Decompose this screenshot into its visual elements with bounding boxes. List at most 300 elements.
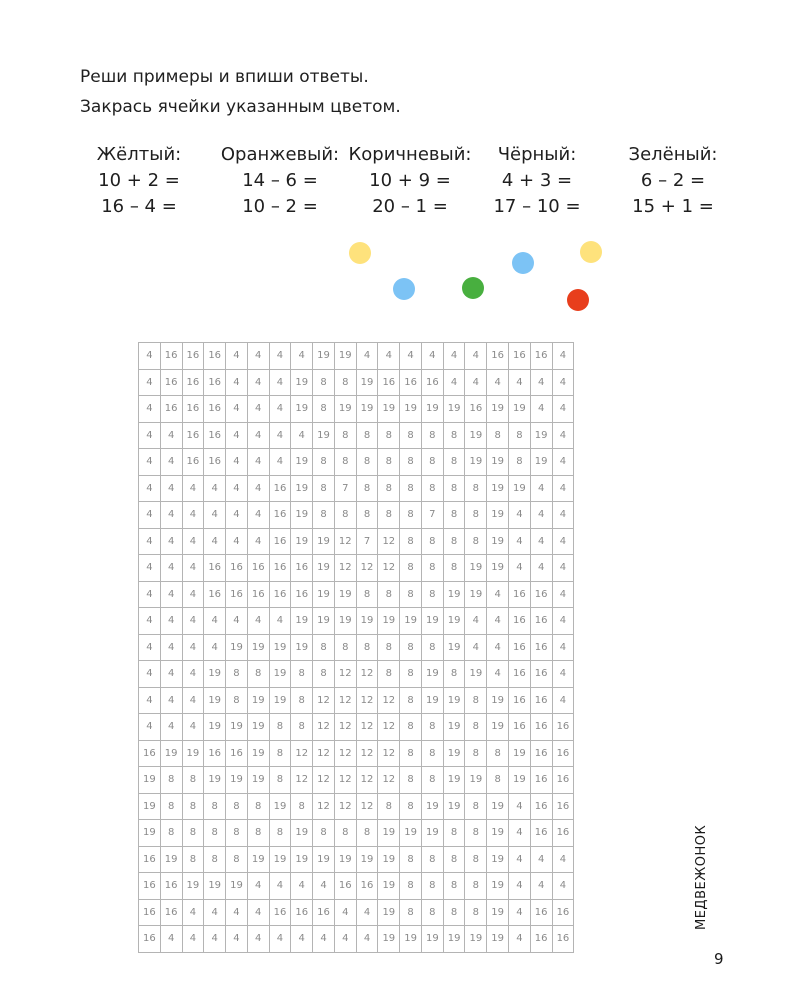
grid-cell[interactable]: 16: [204, 369, 226, 396]
grid-cell[interactable]: 4: [509, 528, 531, 555]
grid-cell[interactable]: 4: [530, 396, 552, 423]
grid-cell[interactable]: 19: [291, 820, 313, 847]
grid-cell[interactable]: 16: [400, 369, 422, 396]
grid-cell[interactable]: 19: [356, 846, 378, 873]
grid-cell[interactable]: 8: [269, 767, 291, 794]
grid-cell[interactable]: 19: [313, 528, 335, 555]
grid-cell[interactable]: 4: [182, 475, 204, 502]
grid-cell[interactable]: 4: [552, 396, 574, 423]
grid-cell[interactable]: 19: [509, 767, 531, 794]
grid-cell[interactable]: 16: [552, 740, 574, 767]
grid-cell[interactable]: 8: [291, 793, 313, 820]
grid-cell[interactable]: 4: [509, 502, 531, 529]
grid-cell[interactable]: 4: [269, 926, 291, 953]
grid-cell[interactable]: 16: [160, 873, 182, 900]
grid-cell[interactable]: 16: [139, 926, 161, 953]
grid-cell[interactable]: 19: [487, 449, 509, 476]
grid-cell[interactable]: 19: [313, 846, 335, 873]
grid-cell[interactable]: 19: [487, 528, 509, 555]
grid-cell[interactable]: 4: [226, 608, 248, 635]
grid-cell[interactable]: 8: [313, 820, 335, 847]
grid-cell[interactable]: 16: [226, 555, 248, 582]
grid-cell[interactable]: 4: [509, 899, 531, 926]
grid-cell[interactable]: 12: [356, 740, 378, 767]
grid-cell[interactable]: 16: [378, 369, 400, 396]
grid-cell[interactable]: 19: [421, 926, 443, 953]
grid-cell[interactable]: 12: [378, 767, 400, 794]
grid-cell[interactable]: 4: [530, 846, 552, 873]
grid-cell[interactable]: 4: [247, 343, 269, 370]
grid-cell[interactable]: 8: [269, 740, 291, 767]
grid-cell[interactable]: 16: [269, 899, 291, 926]
grid-cell[interactable]: 4: [247, 502, 269, 529]
grid-cell[interactable]: 16: [291, 555, 313, 582]
grid-cell[interactable]: 19: [400, 608, 422, 635]
grid-cell[interactable]: 19: [204, 873, 226, 900]
grid-cell[interactable]: 4: [139, 687, 161, 714]
grid-cell[interactable]: 16: [204, 422, 226, 449]
grid-cell[interactable]: 7: [334, 475, 356, 502]
grid-cell[interactable]: 4: [530, 369, 552, 396]
grid-cell[interactable]: 4: [139, 369, 161, 396]
grid-cell[interactable]: 4: [226, 899, 248, 926]
grid-cell[interactable]: 4: [182, 502, 204, 529]
grid-cell[interactable]: 19: [226, 873, 248, 900]
grid-cell[interactable]: 4: [139, 449, 161, 476]
grid-cell[interactable]: 4: [356, 343, 378, 370]
grid-cell[interactable]: 12: [378, 740, 400, 767]
grid-cell[interactable]: 4: [465, 608, 487, 635]
grid-cell[interactable]: 19: [291, 396, 313, 423]
grid-cell[interactable]: 19: [291, 369, 313, 396]
grid-cell[interactable]: 16: [509, 343, 531, 370]
grid-cell[interactable]: 8: [443, 899, 465, 926]
grid-cell[interactable]: 16: [465, 396, 487, 423]
grid-cell[interactable]: 19: [334, 581, 356, 608]
grid-cell[interactable]: 8: [378, 793, 400, 820]
grid-cell[interactable]: 19: [487, 846, 509, 873]
grid-cell[interactable]: 4: [552, 846, 574, 873]
grid-cell[interactable]: 16: [530, 926, 552, 953]
grid-cell[interactable]: 19: [487, 396, 509, 423]
grid-cell[interactable]: 4: [356, 899, 378, 926]
grid-cell[interactable]: 8: [421, 528, 443, 555]
grid-cell[interactable]: 19: [356, 369, 378, 396]
grid-cell[interactable]: 19: [378, 873, 400, 900]
grid-cell[interactable]: 4: [182, 634, 204, 661]
grid-cell[interactable]: 19: [487, 793, 509, 820]
grid-cell[interactable]: 4: [182, 926, 204, 953]
grid-cell[interactable]: 19: [487, 899, 509, 926]
grid-cell[interactable]: 8: [313, 449, 335, 476]
grid-cell[interactable]: 16: [552, 767, 574, 794]
grid-cell[interactable]: 16: [552, 899, 574, 926]
grid-cell[interactable]: 19: [204, 714, 226, 741]
grid-cell[interactable]: 4: [247, 396, 269, 423]
grid-cell[interactable]: 19: [421, 396, 443, 423]
grid-cell[interactable]: 19: [421, 608, 443, 635]
grid-cell[interactable]: 8: [400, 502, 422, 529]
grid-cell[interactable]: 8: [356, 422, 378, 449]
grid-cell[interactable]: 19: [443, 767, 465, 794]
grid-cell[interactable]: 4: [334, 926, 356, 953]
grid-cell[interactable]: 19: [530, 449, 552, 476]
grid-cell[interactable]: 4: [552, 475, 574, 502]
grid-cell[interactable]: 12: [313, 714, 335, 741]
grid-cell[interactable]: 19: [509, 475, 531, 502]
grid-cell[interactable]: 19: [313, 581, 335, 608]
grid-cell[interactable]: 8: [421, 873, 443, 900]
grid-cell[interactable]: 19: [226, 714, 248, 741]
grid-cell[interactable]: 4: [226, 449, 248, 476]
grid-cell[interactable]: 12: [334, 714, 356, 741]
grid-cell[interactable]: 4: [552, 608, 574, 635]
grid-cell[interactable]: 19: [487, 475, 509, 502]
grid-cell[interactable]: 8: [465, 740, 487, 767]
grid-cell[interactable]: 19: [204, 661, 226, 688]
grid-cell[interactable]: 4: [269, 343, 291, 370]
grid-cell[interactable]: 8: [378, 634, 400, 661]
grid-cell[interactable]: 4: [530, 502, 552, 529]
grid-cell[interactable]: 8: [291, 687, 313, 714]
grid-cell[interactable]: 4: [313, 873, 335, 900]
grid-cell[interactable]: 4: [552, 555, 574, 582]
grid-cell[interactable]: 4: [204, 528, 226, 555]
grid-cell[interactable]: 19: [226, 634, 248, 661]
grid-cell[interactable]: 8: [509, 422, 531, 449]
grid-cell[interactable]: 16: [269, 502, 291, 529]
grid-cell[interactable]: 19: [421, 793, 443, 820]
grid-cell[interactable]: 16: [160, 899, 182, 926]
grid-cell[interactable]: 4: [552, 581, 574, 608]
grid-cell[interactable]: 4: [139, 343, 161, 370]
grid-cell[interactable]: 4: [530, 873, 552, 900]
grid-cell[interactable]: 19: [291, 475, 313, 502]
grid-cell[interactable]: 16: [291, 581, 313, 608]
grid-cell[interactable]: 4: [160, 581, 182, 608]
grid-cell[interactable]: 4: [421, 343, 443, 370]
grid-cell[interactable]: 4: [509, 793, 531, 820]
grid-cell[interactable]: 19: [465, 767, 487, 794]
grid-cell[interactable]: 19: [443, 396, 465, 423]
grid-cell[interactable]: 4: [139, 475, 161, 502]
grid-cell[interactable]: 19: [139, 767, 161, 794]
grid-cell[interactable]: 8: [313, 369, 335, 396]
grid-cell[interactable]: 19: [487, 714, 509, 741]
grid-cell[interactable]: 7: [421, 502, 443, 529]
grid-cell[interactable]: 19: [247, 767, 269, 794]
grid-cell[interactable]: 4: [530, 528, 552, 555]
grid-cell[interactable]: 8: [465, 475, 487, 502]
grid-cell[interactable]: 4: [269, 449, 291, 476]
grid-cell[interactable]: 8: [443, 502, 465, 529]
grid-cell[interactable]: 19: [204, 687, 226, 714]
grid-cell[interactable]: 19: [465, 555, 487, 582]
grid-cell[interactable]: 19: [313, 343, 335, 370]
grid-cell[interactable]: 4: [509, 873, 531, 900]
grid-cell[interactable]: 16: [530, 767, 552, 794]
grid-cell[interactable]: 8: [269, 820, 291, 847]
grid-cell[interactable]: 19: [487, 687, 509, 714]
grid-cell[interactable]: 8: [400, 422, 422, 449]
grid-cell[interactable]: 4: [226, 396, 248, 423]
grid-cell[interactable]: 16: [226, 581, 248, 608]
grid-cell[interactable]: 8: [204, 820, 226, 847]
grid-cell[interactable]: 16: [204, 396, 226, 423]
grid-cell[interactable]: 19: [443, 740, 465, 767]
grid-cell[interactable]: 19: [291, 634, 313, 661]
grid-cell[interactable]: 8: [378, 581, 400, 608]
grid-cell[interactable]: 4: [226, 343, 248, 370]
grid-cell[interactable]: 4: [247, 926, 269, 953]
grid-cell[interactable]: 16: [139, 899, 161, 926]
grid-cell[interactable]: 16: [530, 343, 552, 370]
grid-cell[interactable]: 19: [487, 873, 509, 900]
grid-cell[interactable]: 12: [334, 740, 356, 767]
grid-cell[interactable]: 8: [465, 502, 487, 529]
grid-cell[interactable]: 19: [182, 740, 204, 767]
grid-cell[interactable]: 8: [226, 687, 248, 714]
grid-cell[interactable]: 16: [204, 740, 226, 767]
grid-cell[interactable]: 19: [291, 608, 313, 635]
grid-cell[interactable]: 8: [378, 661, 400, 688]
grid-cell[interactable]: 19: [421, 687, 443, 714]
grid-cell[interactable]: 16: [509, 661, 531, 688]
grid-cell[interactable]: 19: [378, 926, 400, 953]
grid-cell[interactable]: 4: [160, 555, 182, 582]
grid-cell[interactable]: 8: [421, 475, 443, 502]
grid-cell[interactable]: 4: [204, 926, 226, 953]
grid-cell[interactable]: 8: [313, 475, 335, 502]
grid-cell[interactable]: 8: [509, 449, 531, 476]
grid-cell[interactable]: 16: [226, 740, 248, 767]
grid-cell[interactable]: 4: [291, 343, 313, 370]
grid-cell[interactable]: 4: [139, 502, 161, 529]
grid-cell[interactable]: 4: [139, 528, 161, 555]
grid-cell[interactable]: 19: [378, 820, 400, 847]
grid-cell[interactable]: 19: [443, 634, 465, 661]
grid-cell[interactable]: 4: [139, 608, 161, 635]
grid-cell[interactable]: 16: [182, 449, 204, 476]
grid-cell[interactable]: 19: [400, 820, 422, 847]
grid-cell[interactable]: 19: [421, 661, 443, 688]
grid-cell[interactable]: 8: [356, 581, 378, 608]
grid-cell[interactable]: 4: [487, 661, 509, 688]
grid-cell[interactable]: 19: [313, 555, 335, 582]
grid-cell[interactable]: 8: [334, 422, 356, 449]
grid-cell[interactable]: 19: [226, 767, 248, 794]
grid-cell[interactable]: 19: [313, 608, 335, 635]
grid-cell[interactable]: 4: [509, 555, 531, 582]
grid-cell[interactable]: 19: [269, 846, 291, 873]
grid-cell[interactable]: 12: [356, 687, 378, 714]
grid-cell[interactable]: 12: [334, 555, 356, 582]
grid-cell[interactable]: 8: [226, 793, 248, 820]
grid-cell[interactable]: 19: [291, 528, 313, 555]
grid-cell[interactable]: 8: [313, 396, 335, 423]
grid-cell[interactable]: 8: [204, 846, 226, 873]
grid-cell[interactable]: 16: [182, 369, 204, 396]
grid-cell[interactable]: 16: [247, 555, 269, 582]
grid-cell[interactable]: 8: [421, 449, 443, 476]
grid-cell[interactable]: 12: [378, 687, 400, 714]
grid-cell[interactable]: 4: [160, 422, 182, 449]
grid-cell[interactable]: 16: [356, 873, 378, 900]
grid-cell[interactable]: 8: [160, 793, 182, 820]
grid-cell[interactable]: 4: [139, 714, 161, 741]
grid-cell[interactable]: 19: [139, 820, 161, 847]
grid-cell[interactable]: 19: [443, 687, 465, 714]
grid-cell[interactable]: 4: [487, 581, 509, 608]
grid-cell[interactable]: 8: [421, 899, 443, 926]
grid-cell[interactable]: 4: [247, 475, 269, 502]
grid-cell[interactable]: 19: [400, 396, 422, 423]
grid-cell[interactable]: 19: [356, 608, 378, 635]
grid-cell[interactable]: 19: [465, 449, 487, 476]
grid-cell[interactable]: 4: [182, 714, 204, 741]
grid-cell[interactable]: 4: [226, 528, 248, 555]
grid-cell[interactable]: 8: [400, 899, 422, 926]
grid-cell[interactable]: 8: [443, 449, 465, 476]
grid-cell[interactable]: 8: [487, 767, 509, 794]
grid-cell[interactable]: 4: [334, 899, 356, 926]
grid-cell[interactable]: 4: [443, 369, 465, 396]
grid-cell[interactable]: 16: [313, 899, 335, 926]
grid-cell[interactable]: 12: [378, 555, 400, 582]
grid-cell[interactable]: 12: [291, 767, 313, 794]
grid-cell[interactable]: 4: [509, 820, 531, 847]
grid-cell[interactable]: 16: [160, 343, 182, 370]
grid-cell[interactable]: 8: [378, 449, 400, 476]
grid-cell[interactable]: 4: [552, 661, 574, 688]
grid-cell[interactable]: 12: [356, 714, 378, 741]
grid-cell[interactable]: 16: [530, 820, 552, 847]
grid-cell[interactable]: 12: [378, 528, 400, 555]
grid-cell[interactable]: 12: [334, 661, 356, 688]
grid-cell[interactable]: 4: [160, 687, 182, 714]
grid-cell[interactable]: 16: [204, 581, 226, 608]
grid-cell[interactable]: 8: [487, 422, 509, 449]
grid-cell[interactable]: 4: [291, 422, 313, 449]
grid-cell[interactable]: 8: [204, 793, 226, 820]
grid-cell[interactable]: 16: [487, 343, 509, 370]
grid-cell[interactable]: 4: [247, 422, 269, 449]
grid-cell[interactable]: 8: [313, 502, 335, 529]
grid-cell[interactable]: 8: [226, 820, 248, 847]
grid-cell[interactable]: 19: [334, 846, 356, 873]
grid-cell[interactable]: 8: [443, 820, 465, 847]
grid-cell[interactable]: 16: [139, 846, 161, 873]
grid-cell[interactable]: 8: [356, 502, 378, 529]
grid-cell[interactable]: 12: [291, 740, 313, 767]
grid-cell[interactable]: 16: [530, 634, 552, 661]
grid-cell[interactable]: 19: [291, 846, 313, 873]
grid-cell[interactable]: 16: [530, 793, 552, 820]
grid-cell[interactable]: 19: [487, 555, 509, 582]
grid-cell[interactable]: 16: [509, 634, 531, 661]
grid-cell[interactable]: 8: [421, 767, 443, 794]
grid-cell[interactable]: 19: [487, 926, 509, 953]
grid-cell[interactable]: 16: [139, 873, 161, 900]
grid-cell[interactable]: 4: [465, 634, 487, 661]
grid-cell[interactable]: 4: [269, 422, 291, 449]
grid-cell[interactable]: 4: [552, 502, 574, 529]
grid-cell[interactable]: 8: [443, 475, 465, 502]
grid-cell[interactable]: 4: [182, 687, 204, 714]
grid-cell[interactable]: 19: [313, 422, 335, 449]
grid-cell[interactable]: 8: [334, 369, 356, 396]
grid-cell[interactable]: 19: [139, 793, 161, 820]
grid-cell[interactable]: 8: [378, 502, 400, 529]
grid-cell[interactable]: 16: [530, 661, 552, 688]
grid-cell[interactable]: 4: [204, 899, 226, 926]
grid-cell[interactable]: 4: [530, 555, 552, 582]
grid-cell[interactable]: 8: [443, 422, 465, 449]
grid-cell[interactable]: 4: [226, 422, 248, 449]
grid-cell[interactable]: 16: [204, 555, 226, 582]
grid-cell[interactable]: 8: [400, 661, 422, 688]
grid-cell[interactable]: 4: [226, 502, 248, 529]
grid-cell[interactable]: 8: [247, 793, 269, 820]
grid-cell[interactable]: 8: [400, 793, 422, 820]
grid-cell[interactable]: 4: [160, 449, 182, 476]
grid-cell[interactable]: 4: [226, 926, 248, 953]
grid-cell[interactable]: 8: [465, 714, 487, 741]
grid-cell[interactable]: 8: [421, 581, 443, 608]
grid-cell[interactable]: 4: [509, 926, 531, 953]
grid-cell[interactable]: 19: [247, 634, 269, 661]
grid-cell[interactable]: 4: [356, 926, 378, 953]
grid-cell[interactable]: 4: [269, 873, 291, 900]
grid-cell[interactable]: 4: [182, 899, 204, 926]
grid-cell[interactable]: 12: [313, 687, 335, 714]
grid-cell[interactable]: 19: [204, 767, 226, 794]
grid-cell[interactable]: 16: [530, 740, 552, 767]
grid-cell[interactable]: 4: [509, 369, 531, 396]
grid-cell[interactable]: 8: [421, 422, 443, 449]
grid-cell[interactable]: 4: [182, 528, 204, 555]
grid-cell[interactable]: 4: [269, 369, 291, 396]
grid-cell[interactable]: 4: [552, 449, 574, 476]
grid-cell[interactable]: 4: [313, 926, 335, 953]
grid-cell[interactable]: 8: [400, 449, 422, 476]
grid-cell[interactable]: 8: [356, 475, 378, 502]
grid-cell[interactable]: 19: [269, 661, 291, 688]
grid-cell[interactable]: 4: [204, 608, 226, 635]
grid-cell[interactable]: 4: [247, 899, 269, 926]
grid-cell[interactable]: 12: [378, 714, 400, 741]
grid-cell[interactable]: 19: [443, 608, 465, 635]
grid-cell[interactable]: 16: [530, 608, 552, 635]
grid-cell[interactable]: 16: [530, 581, 552, 608]
grid-cell[interactable]: 4: [204, 475, 226, 502]
grid-cell[interactable]: 16: [247, 581, 269, 608]
grid-cell[interactable]: 8: [313, 661, 335, 688]
grid-cell[interactable]: 8: [400, 767, 422, 794]
grid-cell[interactable]: 16: [182, 422, 204, 449]
grid-cell[interactable]: 4: [139, 634, 161, 661]
grid-cell[interactable]: 8: [182, 820, 204, 847]
grid-cell[interactable]: 4: [226, 369, 248, 396]
grid-cell[interactable]: 8: [356, 634, 378, 661]
grid-cell[interactable]: 4: [139, 422, 161, 449]
grid-cell[interactable]: 19: [334, 343, 356, 370]
grid-cell[interactable]: 8: [182, 846, 204, 873]
grid-cell[interactable]: 19: [356, 396, 378, 423]
grid-cell[interactable]: 19: [421, 820, 443, 847]
grid-cell[interactable]: 4: [139, 581, 161, 608]
grid-cell[interactable]: 19: [487, 820, 509, 847]
